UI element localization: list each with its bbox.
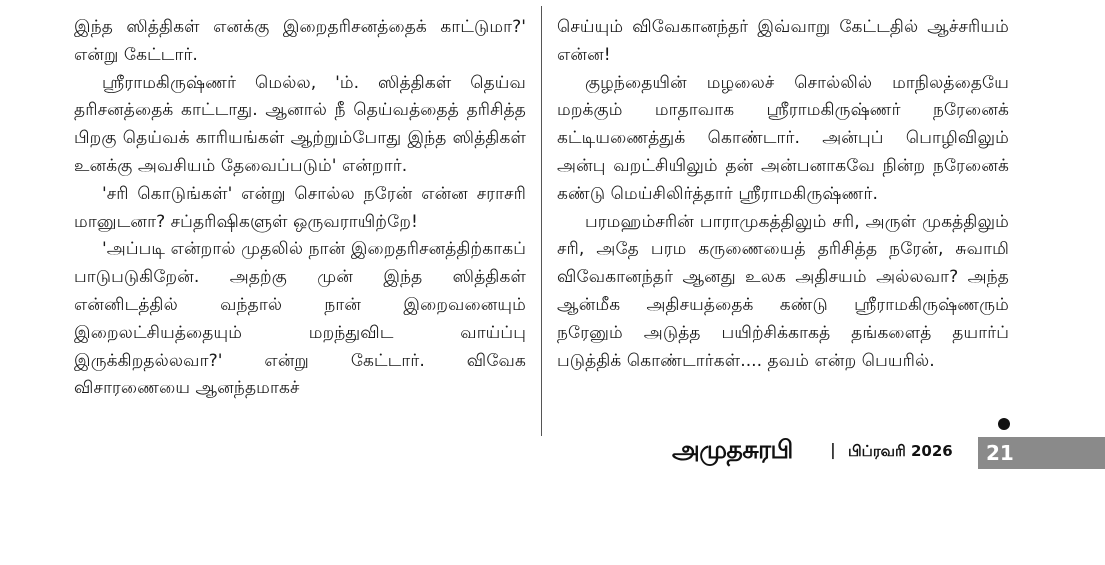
right-paragraph-3: பரமஹம்சரின் பாராமுகத்திலும் சரி, அருள் முகத்திலும் சரி, அதே பரம கருணையைத் தரிசித்த நரேன், சுவாமி விவேகானந்தர் ஆனது உலக அதிசயம் அல்லவா? அந்த ஆன்மீக அதிசயத்தைக் கண்டு ஸ்ரீராமகிருஷ்ணரும் நரேனும் அடுத்த பயிற்சிக்காகத் தங்களைத் தயார்ப் படுத்திக் கொண்டார்கள்.... தவம் என்ற பெயரில். <box>557 211 1009 371</box>
left-column <box>74 14 526 403</box>
right-paragraph-1: செய்யும் விவேகானந்தர் இவ்வாறு கேட்டதில் ஆச்சரியம் என்ன! <box>557 17 1009 65</box>
page-number: 21 <box>978 437 1105 469</box>
left-paragraph-1: இந்த ஸித்திகள் எனக்கு இறைதரிசனத்தைக் காட்டுமா?' என்று கேட்டார். <box>74 17 526 65</box>
right-paragraph-2: குழந்தையின் மழலைச் சொல்லில் மாநிலத்தையே மறக்கும் மாதாவாக ஸ்ரீராமகிருஷ்ணர் நரேனைக் கட்டியணைத்துக் கொண்டார். அன்புப் பொழிவிலும் அன்பு வறட்சியிலும் தன் அன்பனாகவே நின்ற நரேனைக் கண்டு மெய்சிலிர்த்தார் ஸ்ரீராமகிருஷ்ணர். <box>557 72 1009 204</box>
page-footer <box>0 437 1105 469</box>
column-divider <box>541 6 542 436</box>
issue-date: பிப்ரவரி 2026 <box>848 442 953 460</box>
left-paragraph-2: ஸ்ரீராமகிருஷ்ணர் மெல்ல, 'ம். ஸித்திகள் தெய்வ தரிசனத்தைக் காட்டாது. ஆனால் நீ தெய்வத்தைத் தரிசித்த பிறகு தெய்வக் காரியங்கள் ஆற்றும்போது இந்த ஸித்திகள் உனக்கு அவசியம் தேவைப்படும்' என்றார். <box>74 72 526 176</box>
end-of-article-bullet-icon <box>998 418 1010 430</box>
right-column <box>557 14 1009 375</box>
magazine-logo: அமுதசுரபி <box>672 435 793 464</box>
footer-separator: | <box>830 440 836 459</box>
left-paragraph-4: 'அப்படி என்றால் முதலில் நான் இறைதரிசனத்திற்காகப் பாடுபடுகிறேன். அதற்கு முன் இந்த ஸித்திகள் என்னிடத்தில் வந்தால் நான் இறைவனையும் இறைலட்சியத்தையும் மறந்துவிட வாய்ப்பு இருக்கிறதல்லவா?' என்று கேட்டார். விவேக விசாரணையை ஆனந்தமாகச் <box>74 239 526 399</box>
left-paragraph-3: 'சரி கொடுங்கள்' என்று சொல்ல நரேன் என்ன சராசரி மானுடனா? சப்தரிஷிகளுள் ஒருவராயிற்றே! <box>74 183 526 232</box>
